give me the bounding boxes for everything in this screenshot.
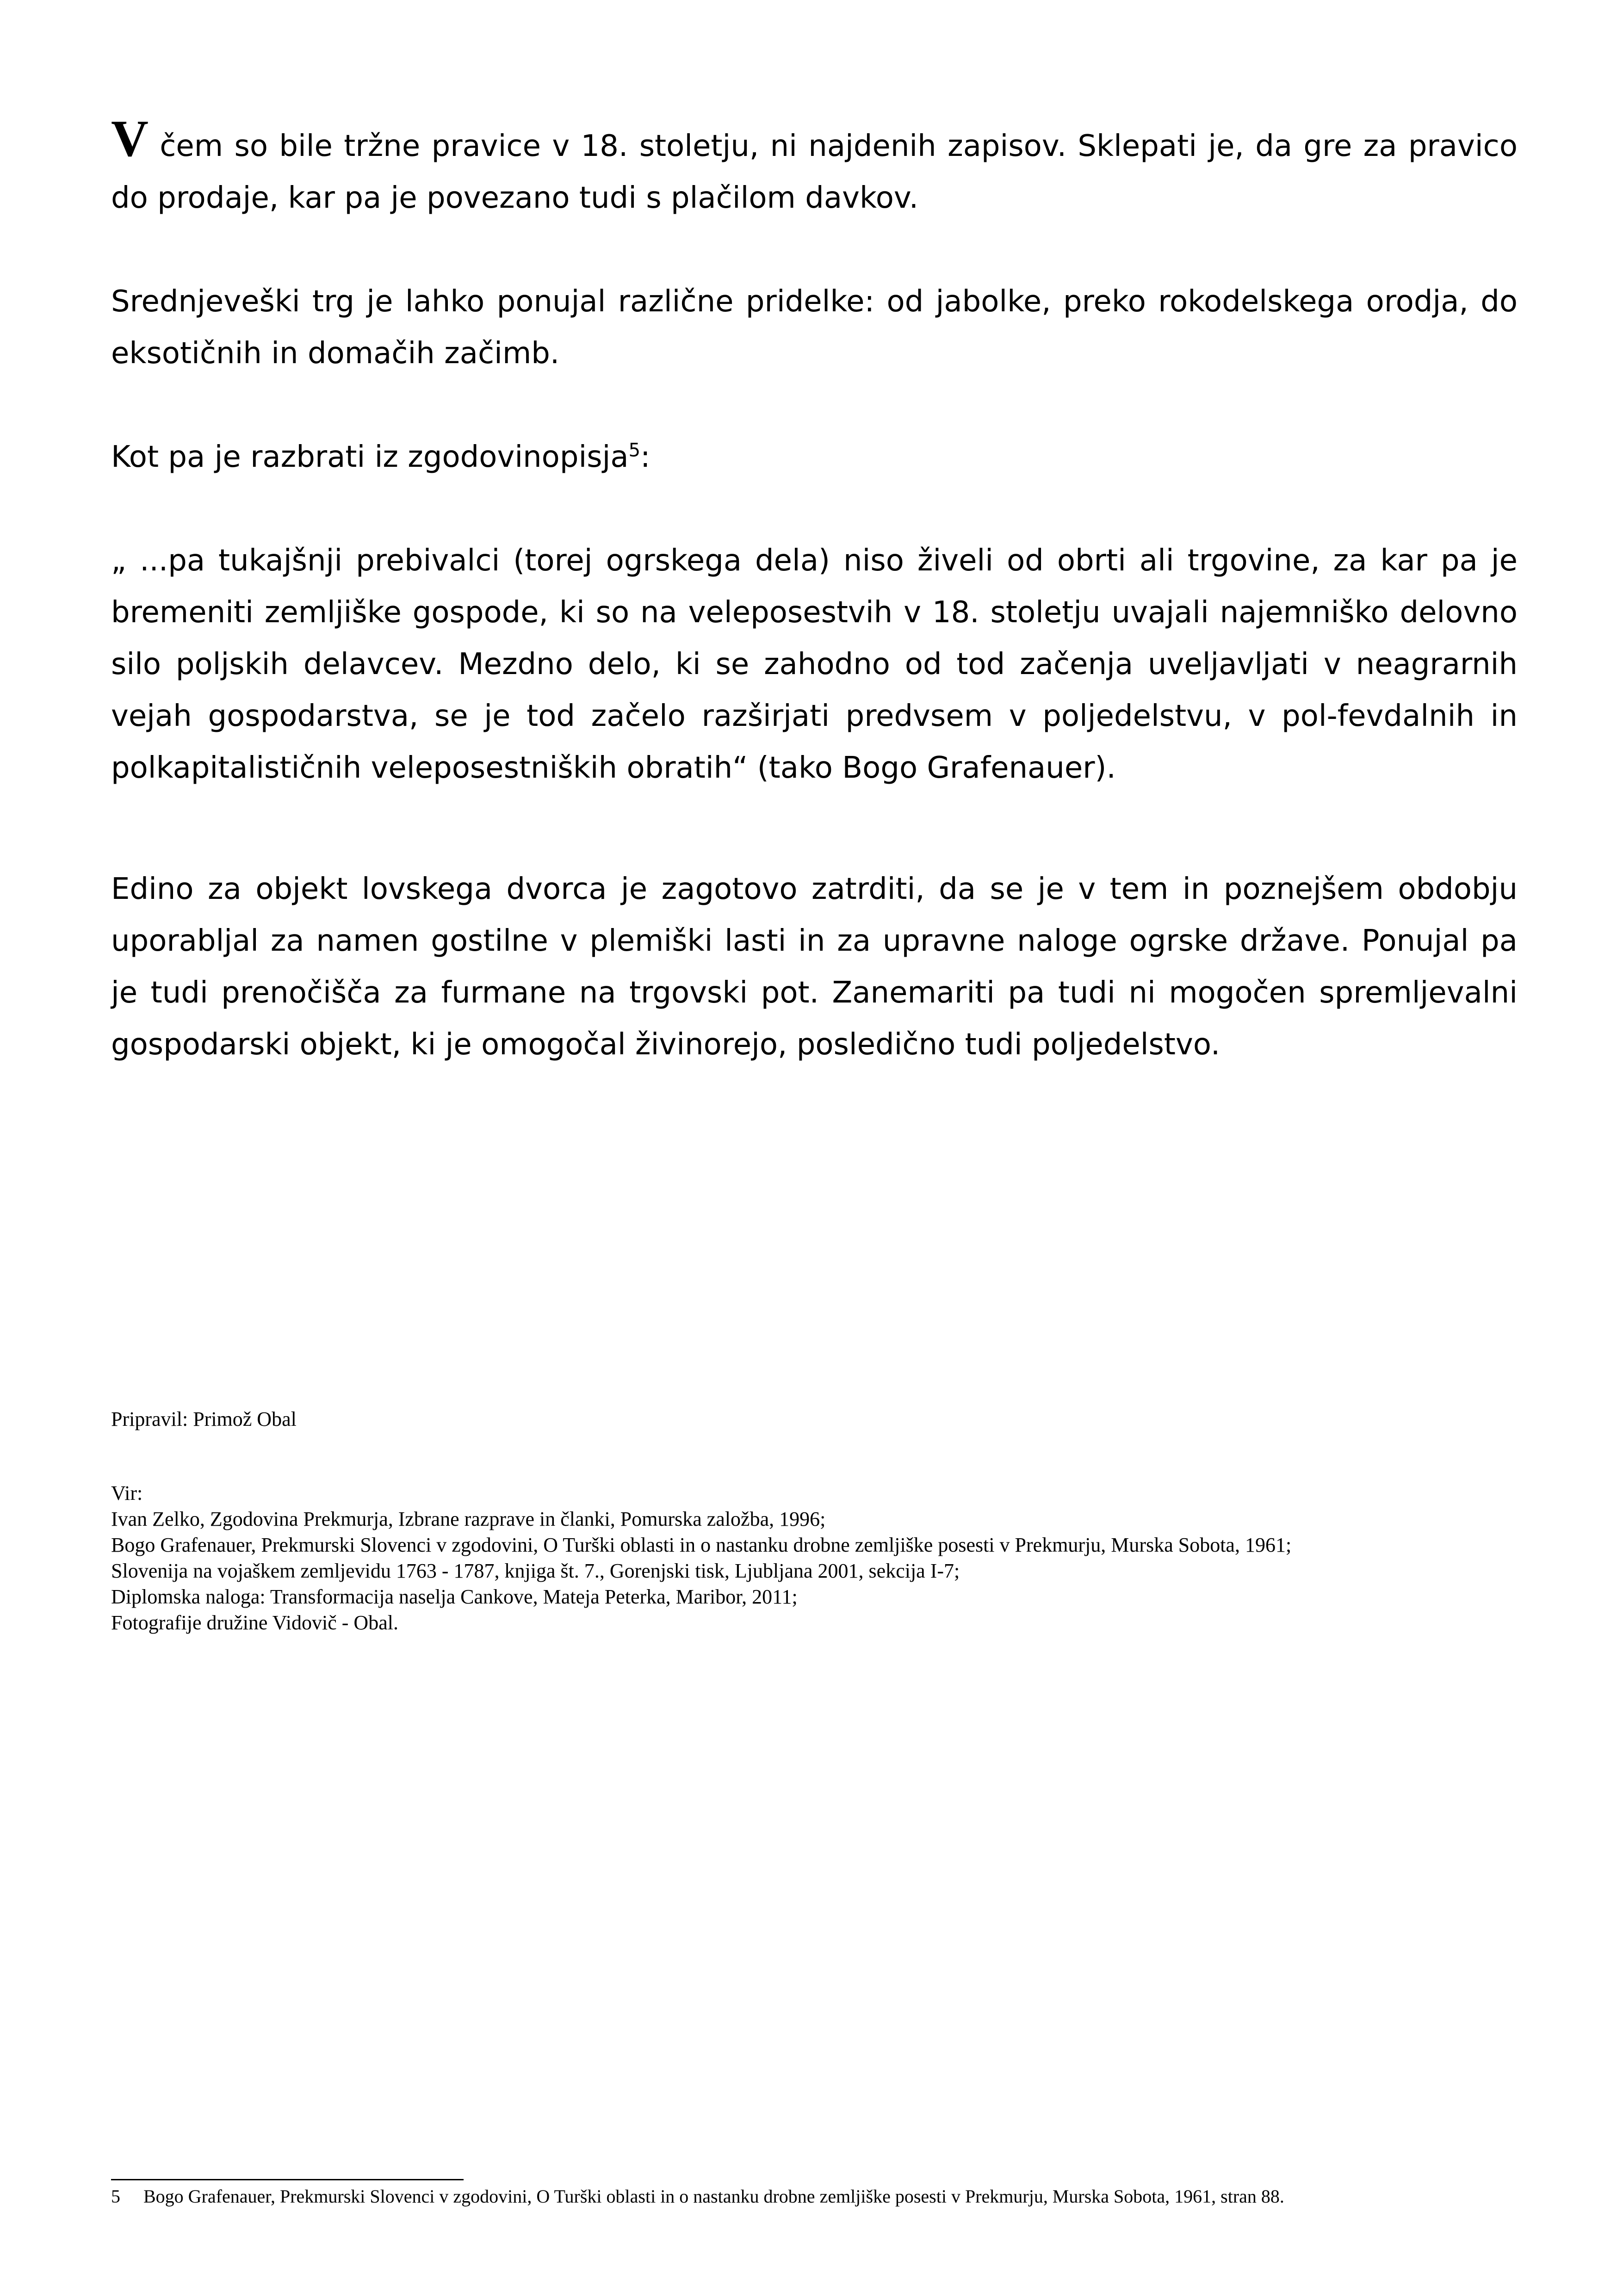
paragraph-market-rights (111, 110, 1518, 224)
credits (111, 1406, 1518, 1432)
source-item: Ivan Zelko, Zgodovina Prekmurja, Izbrane razprave in članki, Pomurska založba, 1996; (111, 1508, 826, 1530)
paragraph-text: Kot pa je razbrati iz zgodovinopisja (111, 440, 629, 474)
paragraph-text: čem so bile tržne pravice v 18. stoletju, ni najdenih zapisov. Sklepati je, da gre za pravico do prodaje, kar pa je povezano tudi s plačilom davkov. (111, 129, 1518, 215)
sources-heading: Vir: (111, 1482, 143, 1504)
drop-cap: V (111, 110, 149, 167)
sources-list (111, 1480, 1518, 1636)
source-item: Slovenija na vojaškem zemljevidu 1763 - 1787, knjiga št. 7., Gorenjski tisk, Ljubljana 2001, sekcija I-7; (111, 1560, 960, 1582)
footnote-number: 5 (111, 2186, 120, 2207)
footnote-separator (111, 2179, 464, 2180)
prepared-by: Pripravil: Primož Obal (111, 1408, 297, 1430)
footnote (111, 2185, 1518, 2209)
quote-paragraph: „ ...pa tukajšnji prebivalci (torej ogrskega dela) niso živeli od obrti ali trgovine, za kar pa je bremeniti zemljiške gospode, ki so na veleposestvih v 18. stoletju uvajali najemniško delovno silo poljskih delavcev. Mezdno delo, ki se zahodno od tod začenja uveljavljati v neagrarnih vejah gospodarstva, se je tod začelo razširjati predvsem v poljedelstvu, v pol-fevdalnih in polkapitalističnih veleposestniških obratih“ (tako Bogo Grafenauer). (111, 544, 1518, 785)
source-item: Bogo Grafenauer, Prekmurski Slovenci v zgodovini, O Turški oblasti in o nastanku drobne zemljiške posesti v Prekmurju, Murska Sobota, 1961; (111, 1534, 1292, 1556)
paragraph-historiography-intro (111, 431, 1518, 483)
paragraph-hunting-lodge: Edino za objekt lovskega dvorca je zagotovo zatrditi, da se je v tem in poznejšem obdobju uporabljal za namen gostilne v plemiški lasti in za upravne naloge ogrske države. Ponujal pa je tudi prenočišča za furmane na trgovski pot. Zanemariti pa tudi ni mogočen spremljevalni gospodarski objekt, ki je omogočal živinorejo, posledično tudi poljedelstvo. (111, 872, 1518, 1062)
footnote-text: Bogo Grafenauer, Prekmurski Slovenci v zgodovini, O Turški oblasti in o nastanku drobne zemljiške posesti v Prekmurju, Murska Sobota, 1961, stran 88. (143, 2186, 1284, 2207)
source-item: Diplomska naloga: Transformacija naselja Cankove, Mateja Peterka, Maribor, 2011; (111, 1585, 798, 1608)
paragraph-medieval-market: Srednjeveški trg je lahko ponujal različne pridelke: od jabolke, preko rokodelskega orodja, do eksotičnih in domačih začimb. (111, 285, 1518, 371)
body-text (111, 110, 1518, 1071)
source-item: Fotografije družine Vidovič - Obal. (111, 1611, 398, 1634)
paragraph-punctuation: : (640, 440, 650, 474)
footnote-reference[interactable]: 5 (628, 439, 641, 461)
